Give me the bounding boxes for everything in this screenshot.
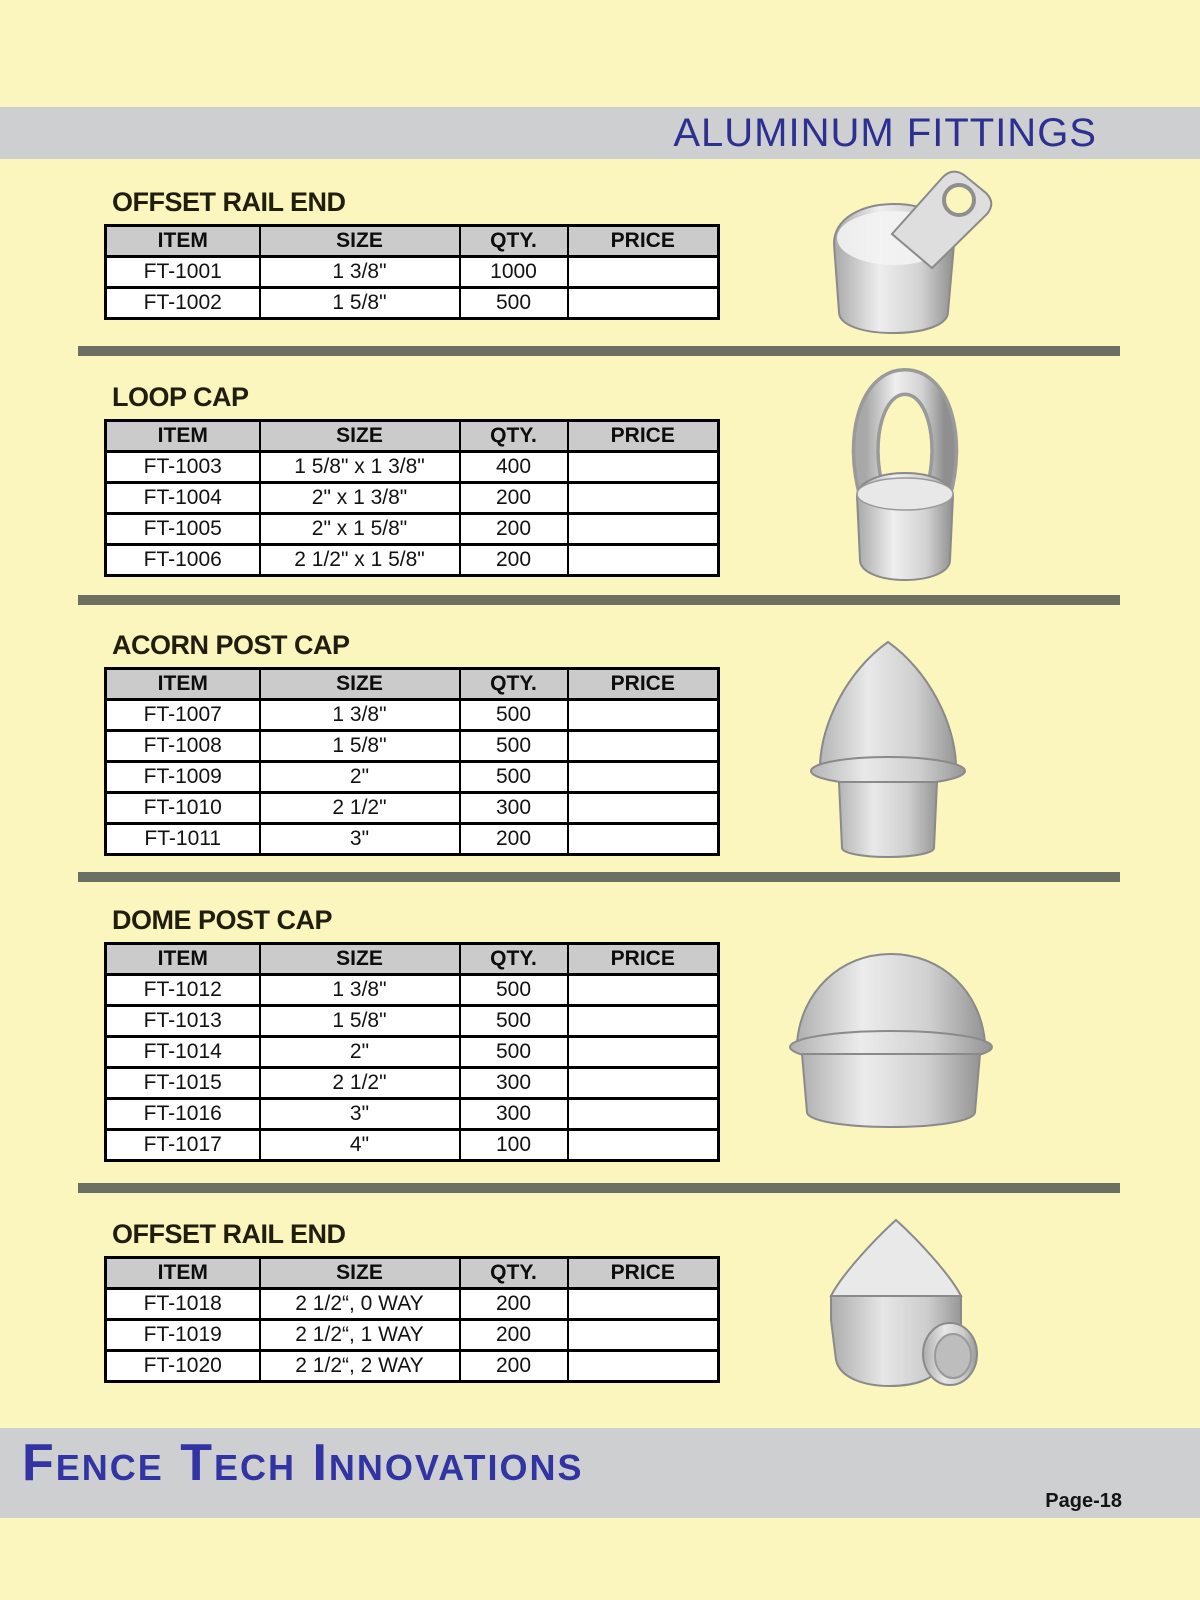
- page-title: ALUMINUM FITTINGS: [673, 110, 1097, 155]
- qty-cell: 300: [460, 793, 568, 824]
- section-loop-cap: [104, 381, 717, 577]
- item-cell: FT-1003: [106, 452, 260, 483]
- size-cell: 1 5/8" x 1 3/8": [260, 452, 460, 483]
- page-header-band: [0, 107, 1200, 159]
- size-cell: 1 3/8": [260, 700, 460, 731]
- table-body: [106, 452, 719, 576]
- price-table: [104, 942, 720, 1162]
- size-cell: 2 1/2“, 2 WAY: [260, 1351, 460, 1382]
- table-body: [106, 257, 719, 319]
- item-cell: FT-1001: [106, 257, 260, 288]
- table-row: [106, 824, 719, 855]
- table-row: [106, 1006, 719, 1037]
- table-header-row: [106, 226, 719, 257]
- price-cell: [568, 793, 719, 824]
- section-title: OFFSET RAIL END: [112, 187, 346, 217]
- section-dome-post-cap: [104, 904, 717, 1162]
- price-cell: [568, 824, 719, 855]
- page-number: Page-18: [1045, 1490, 1122, 1512]
- col-header-price: PRICE: [568, 669, 719, 700]
- price-table: [104, 419, 720, 577]
- table-row: [106, 1068, 719, 1099]
- price-cell: [568, 1289, 719, 1320]
- col-header-price: PRICE: [568, 421, 719, 452]
- table-row: [106, 288, 719, 319]
- table-header-row: [106, 1258, 719, 1289]
- size-cell: 1 5/8": [260, 1006, 460, 1037]
- qty-cell: 500: [460, 731, 568, 762]
- price-table: [104, 667, 720, 856]
- item-cell: FT-1013: [106, 1006, 260, 1037]
- size-cell: 2 1/2": [260, 793, 460, 824]
- price-cell: [568, 514, 719, 545]
- qty-cell: 500: [460, 288, 568, 319]
- item-cell: FT-1020: [106, 1351, 260, 1382]
- size-cell: 4": [260, 1130, 460, 1161]
- table-row: [106, 1037, 719, 1068]
- qty-cell: 100: [460, 1130, 568, 1161]
- size-cell: 2 1/2“, 1 WAY: [260, 1320, 460, 1351]
- section-title: OFFSET RAIL END: [112, 1219, 346, 1249]
- col-header-price: PRICE: [568, 944, 719, 975]
- offset-rail-end-pointed-photo: [804, 1216, 988, 1390]
- price-cell: [568, 700, 719, 731]
- size-cell: 2 1/2“, 0 WAY: [260, 1289, 460, 1320]
- section-divider: [78, 872, 1120, 882]
- acorn-post-cap-photo: [786, 636, 990, 858]
- price-cell: [568, 731, 719, 762]
- qty-cell: 500: [460, 700, 568, 731]
- col-header-price: PRICE: [568, 226, 719, 257]
- item-cell: FT-1008: [106, 731, 260, 762]
- col-header-size: SIZE: [260, 1258, 460, 1289]
- price-cell: [568, 762, 719, 793]
- table-row: [106, 975, 719, 1006]
- size-cell: 2": [260, 762, 460, 793]
- size-cell: 1 5/8": [260, 731, 460, 762]
- qty-cell: 1000: [460, 257, 568, 288]
- section-offset-rail-end: [104, 186, 717, 320]
- col-header-qty: QTY.: [460, 421, 568, 452]
- price-cell: [568, 1130, 719, 1161]
- item-cell: FT-1011: [106, 824, 260, 855]
- price-cell: [568, 1006, 719, 1037]
- section-title: DOME POST CAP: [112, 905, 333, 935]
- size-cell: 1 5/8": [260, 288, 460, 319]
- table-row: [106, 452, 719, 483]
- offset-rail-end-pointed-illustration: [804, 1216, 988, 1390]
- qty-cell: 500: [460, 975, 568, 1006]
- price-cell: [568, 545, 719, 576]
- size-cell: 2 1/2": [260, 1068, 460, 1099]
- col-header-qty: QTY.: [460, 944, 568, 975]
- qty-cell: 200: [460, 824, 568, 855]
- qty-cell: 400: [460, 452, 568, 483]
- item-cell: FT-1017: [106, 1130, 260, 1161]
- item-cell: FT-1012: [106, 975, 260, 1006]
- price-cell: [568, 288, 719, 319]
- size-cell: 3": [260, 1099, 460, 1130]
- item-cell: FT-1015: [106, 1068, 260, 1099]
- dome-post-cap-photo: [776, 946, 1006, 1132]
- item-cell: FT-1007: [106, 700, 260, 731]
- qty-cell: 200: [460, 514, 568, 545]
- item-cell: FT-1016: [106, 1099, 260, 1130]
- table-row: [106, 1099, 719, 1130]
- qty-cell: 200: [460, 1320, 568, 1351]
- size-cell: 2" x 1 5/8": [260, 514, 460, 545]
- col-header-size: SIZE: [260, 669, 460, 700]
- table-row: [106, 545, 719, 576]
- section-divider: [78, 1183, 1120, 1193]
- offset-rail-end-illustration: [812, 164, 1008, 334]
- table-header-row: [106, 421, 719, 452]
- table-row: [106, 762, 719, 793]
- col-header-item: ITEM: [106, 944, 260, 975]
- col-header-size: SIZE: [260, 226, 460, 257]
- item-cell: FT-1019: [106, 1320, 260, 1351]
- loop-cap-photo: [830, 366, 980, 584]
- size-cell: 1 3/8": [260, 257, 460, 288]
- price-cell: [568, 1320, 719, 1351]
- col-header-item: ITEM: [106, 669, 260, 700]
- col-header-price: PRICE: [568, 1258, 719, 1289]
- price-cell: [568, 257, 719, 288]
- table-header-row: [106, 669, 719, 700]
- price-cell: [568, 975, 719, 1006]
- qty-cell: 500: [460, 762, 568, 793]
- table-body: [106, 1289, 719, 1382]
- qty-cell: 200: [460, 483, 568, 514]
- col-header-size: SIZE: [260, 944, 460, 975]
- price-cell: [568, 1037, 719, 1068]
- dome-post-cap-illustration: [776, 946, 1006, 1132]
- item-cell: FT-1002: [106, 288, 260, 319]
- table-row: [106, 1351, 719, 1382]
- price-cell: [568, 1068, 719, 1099]
- acorn-post-cap-illustration: [786, 636, 990, 858]
- table-row: [106, 731, 719, 762]
- item-cell: FT-1005: [106, 514, 260, 545]
- qty-cell: 300: [460, 1099, 568, 1130]
- col-header-qty: QTY.: [460, 1258, 568, 1289]
- item-cell: FT-1006: [106, 545, 260, 576]
- price-table: [104, 224, 720, 320]
- size-cell: 2": [260, 1037, 460, 1068]
- item-cell: FT-1004: [106, 483, 260, 514]
- price-cell: [568, 1099, 719, 1130]
- qty-cell: 300: [460, 1068, 568, 1099]
- section-title: LOOP CAP: [112, 382, 249, 412]
- price-table: [104, 1256, 720, 1383]
- section-acorn-post-cap: [104, 629, 717, 856]
- item-cell: FT-1018: [106, 1289, 260, 1320]
- qty-cell: 200: [460, 545, 568, 576]
- table-row: [106, 1289, 719, 1320]
- item-cell: FT-1009: [106, 762, 260, 793]
- loop-cap-illustration: [830, 366, 980, 584]
- price-cell: [568, 1351, 719, 1382]
- col-header-item: ITEM: [106, 421, 260, 452]
- table-row: [106, 793, 719, 824]
- brand-logo-text: Fence Tech Innovations: [22, 1434, 584, 1492]
- qty-cell: 200: [460, 1351, 568, 1382]
- size-cell: 1 3/8": [260, 975, 460, 1006]
- price-cell: [568, 483, 719, 514]
- col-header-qty: QTY.: [460, 226, 568, 257]
- offset-rail-end-photo: [812, 164, 1008, 334]
- price-cell: [568, 452, 719, 483]
- size-cell: 2" x 1 3/8": [260, 483, 460, 514]
- qty-cell: 200: [460, 1289, 568, 1320]
- col-header-item: ITEM: [106, 226, 260, 257]
- size-cell: 3": [260, 824, 460, 855]
- table-row: [106, 483, 719, 514]
- item-cell: FT-1010: [106, 793, 260, 824]
- table-row: [106, 700, 719, 731]
- table-row: [106, 1130, 719, 1161]
- table-row: [106, 1320, 719, 1351]
- table-header-row: [106, 944, 719, 975]
- table-body: [106, 700, 719, 855]
- table-row: [106, 514, 719, 545]
- section-divider: [78, 346, 1120, 356]
- qty-cell: 500: [460, 1006, 568, 1037]
- table-body: [106, 975, 719, 1161]
- col-header-qty: QTY.: [460, 669, 568, 700]
- section-title: ACORN POST CAP: [112, 630, 350, 660]
- section-divider: [78, 595, 1120, 605]
- section-offset-rail-end-pointed: [104, 1218, 717, 1383]
- size-cell: 2 1/2" x 1 5/8": [260, 545, 460, 576]
- col-header-size: SIZE: [260, 421, 460, 452]
- table-row: [106, 257, 719, 288]
- item-cell: FT-1014: [106, 1037, 260, 1068]
- qty-cell: 500: [460, 1037, 568, 1068]
- col-header-item: ITEM: [106, 1258, 260, 1289]
